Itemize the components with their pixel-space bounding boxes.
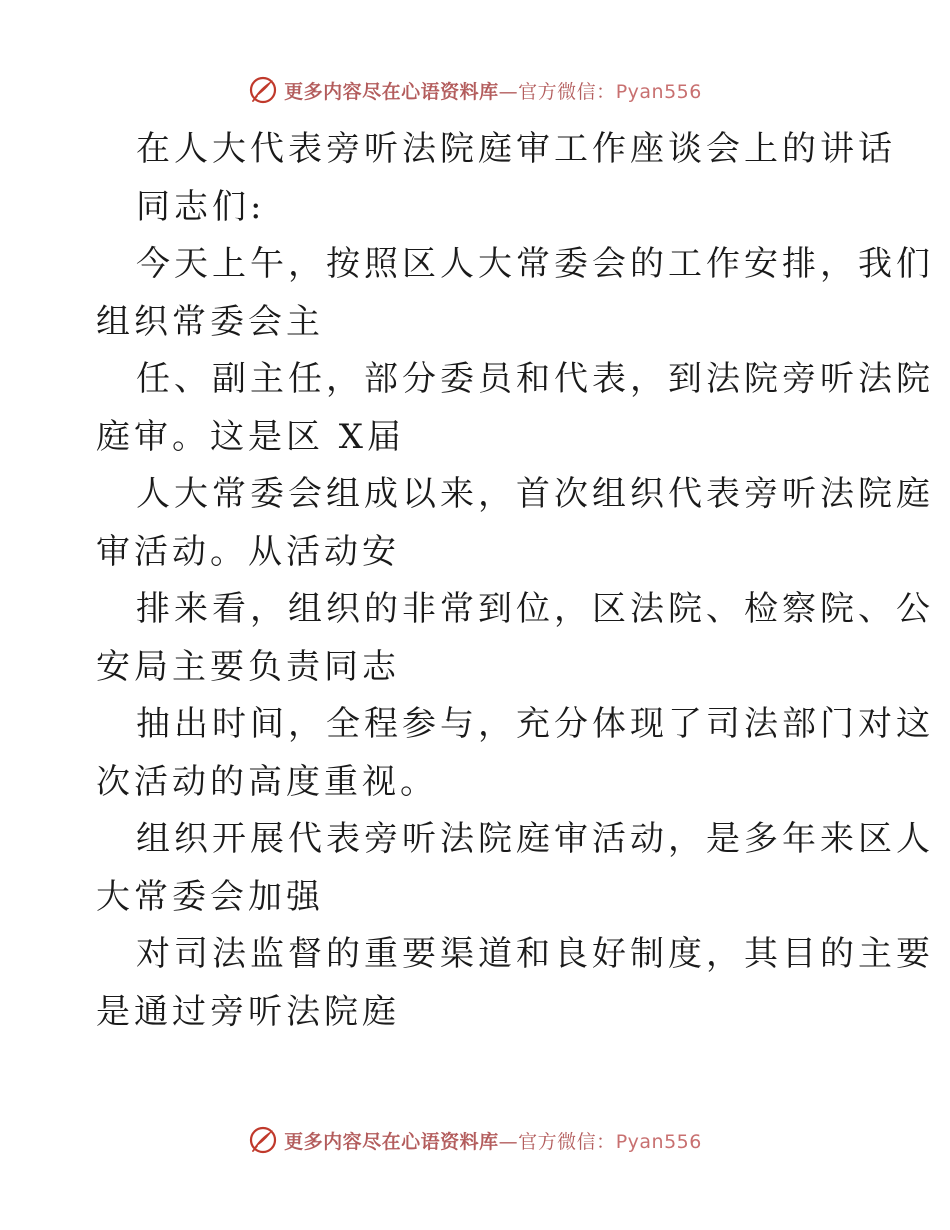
text-line: 组织开展代表旁听法院庭审活动，是多年来区人 [136,819,934,859]
text-line: 大常委会加强 [96,876,324,917]
text-line: 对司法监督的重要渠道和良好制度，其目的主要 [136,934,934,974]
text-line: 庭审。这是区 X届 [96,416,406,457]
footer-banner [0,1120,950,1160]
text-line: 同志们: [136,186,266,227]
banner-separator: — [498,80,519,103]
feather-pen-seal-icon [248,1125,278,1155]
document-body [96,121,934,1041]
text-line: 组织常委会主 [96,301,324,342]
text-line: 次活动的高度重视。 [96,761,438,802]
banner-separator: — [498,1130,519,1153]
text-line: 任、副主任，部分委员和代表，到法院旁听法院 [136,359,934,399]
header-banner [0,70,950,110]
feather-pen-seal-icon [248,75,278,105]
text-line: 今天上午，按照区人大常委会的工作安排，我们 [136,244,934,284]
text-line: 审活动。从活动安 [96,531,400,572]
banner-main: 更多内容尽在心语资料库 [284,80,499,103]
text-line: 人大常委会组成以来，首次组织代表旁听法院庭 [136,474,934,514]
banner-wechat-label: 官方微信： [518,1130,616,1153]
banner-text [284,1127,702,1154]
banner-wechat-id: Pyan556 [615,1130,702,1153]
text-line: 抽出时间，全程参与，充分体现了司法部门对这 [136,704,934,744]
text-line: 在人大代表旁听法院庭审工作座谈会上的讲话 [136,129,896,169]
banner-wechat-id: Pyan556 [615,80,702,103]
text-line: 是通过旁听法院庭 [96,991,400,1032]
text-line: 排来看，组织的非常到位，区法院、检察院、公 [136,589,934,629]
banner-wechat-label: 官方微信： [518,80,616,103]
banner-text [284,77,702,104]
banner-main: 更多内容尽在心语资料库 [284,1130,499,1153]
text-line: 安局主要负责同志 [96,646,400,687]
